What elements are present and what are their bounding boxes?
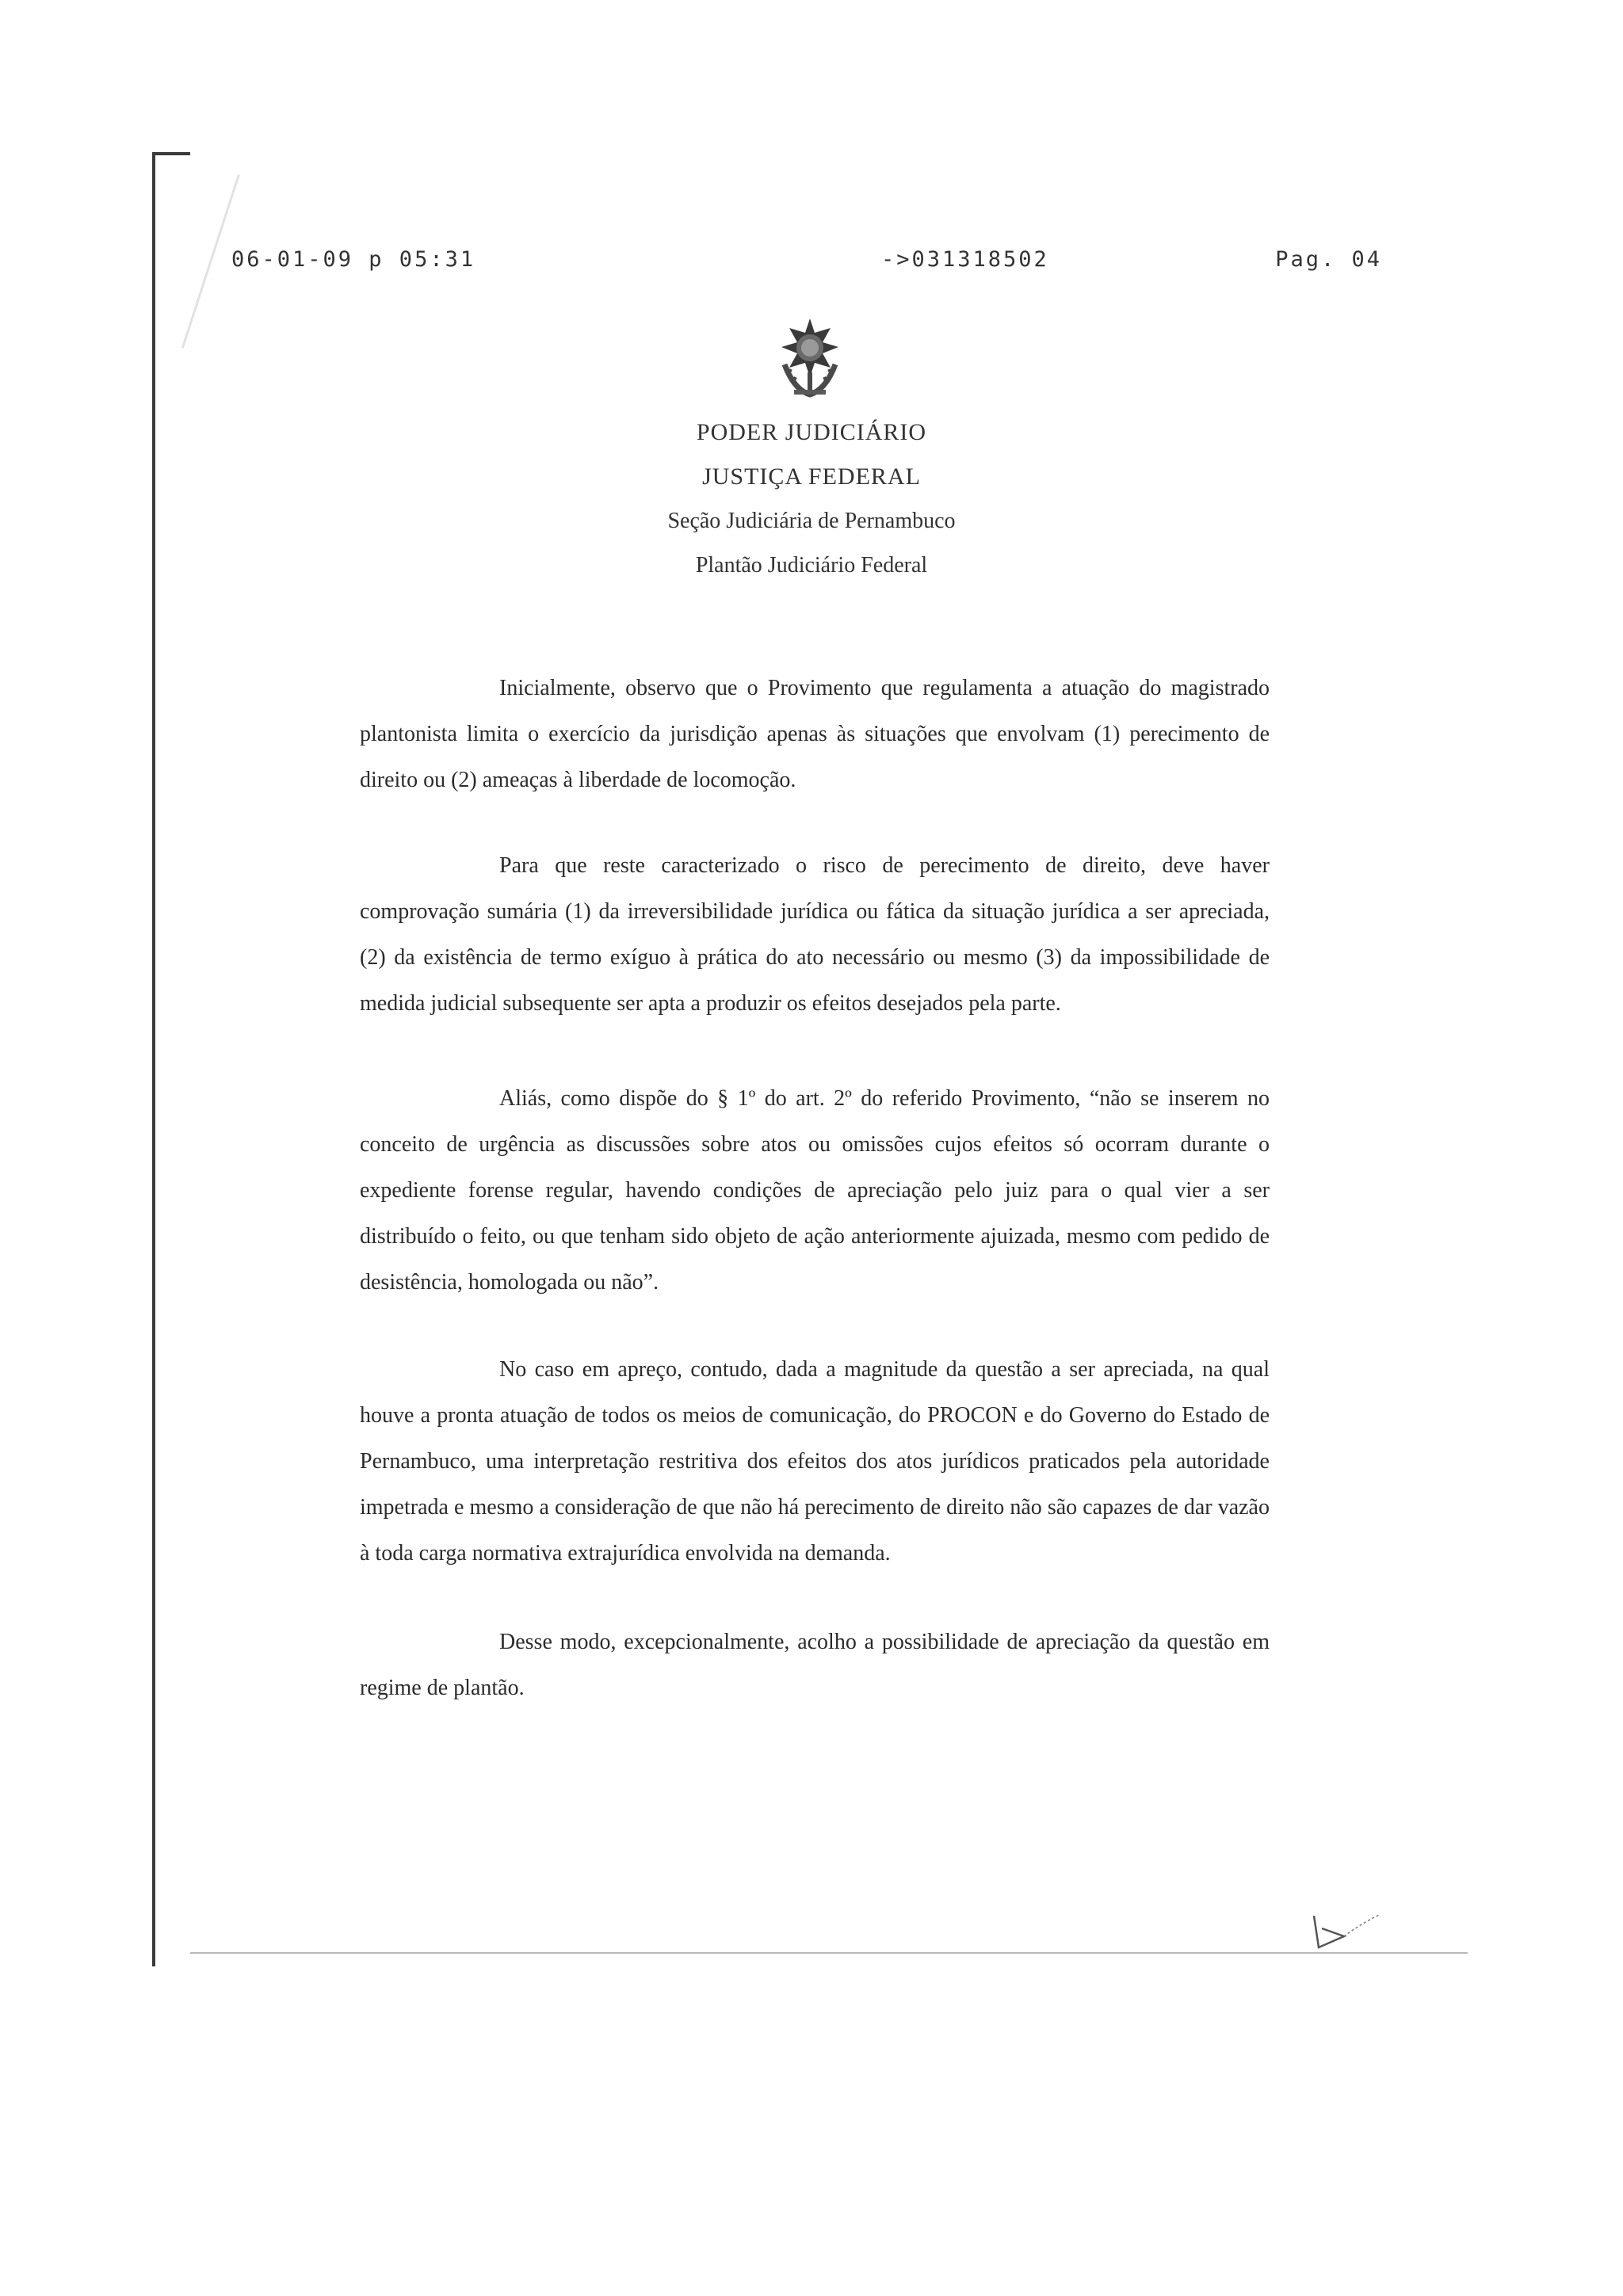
paragraph-initial-remarks: Inicialmente, observo que o Provimento que regulamenta a atuação do magistrado plantonista limita o exercício da jurisdição apenas às situações que envolvam (1) perecimento de direito ou (2) ameaças à liberdade de locomoção. — [360, 676, 1270, 792]
letterhead-duty: Plantão Judiciário Federal — [695, 553, 928, 578]
paragraph-case-analysis: No caso em apreço, contudo, dada a magnitude da questão a ser apreciada, na qual houve a pronta atuação de todos os meios de comunicação, do PROCON e do Governo do Estado de Pernambuco, uma interpretação restritiva dos efeitos dos atos jurídicos praticados pela autoridade impetrada e mesmo a consideração de que não há perecimento de direito não são capazes de dar vazão à toda carga normativa extrajurídica envolvida na demanda. — [360, 1357, 1270, 1566]
letterhead — [495, 410, 1128, 588]
fax-header — [231, 247, 1382, 279]
fax-number: ->031318502 — [881, 247, 1049, 272]
fax-page-number: Pag. 04 — [1275, 247, 1382, 272]
letterhead-section: Seção Judiciária de Pernambuco — [667, 509, 956, 533]
scan-frame-bottom-edge — [190, 1952, 1468, 1954]
coat-of-arms-icon — [770, 317, 850, 399]
scan-frame-left-edge — [152, 152, 155, 1966]
paragraph-provimento-quote: Aliás, como dispõe do § 1º do art. 2º do referido Provimento, “não se inserem no conceito de urgência as discussões sobre atos ou omissões cujos efeitos só ocorram durante o expediente forense regular, havendo condições de apreciação pelo juiz para o qual vier a ser distribuído o feito, ou que tenham sido objeto de ação anteriormente ajuizada, mesmo com pedido de desistência, homologada ou não”. — [360, 1086, 1270, 1295]
scan-frame-top-edge — [152, 152, 190, 155]
letterhead-court: JUSTIÇA FEDERAL — [702, 463, 921, 490]
paragraph-perecimento-criteria: Para que reste caracterizado o risco de perecimento de direito, deve haver comprovação sumária (1) da irreversibilidade jurídica ou fática da situação jurídica a ser apreciada, (2) da existência de termo exíguo à prática do ato necessário ou mesmo (3) da impossibilidade de medida judicial subsequente ser apta a produzir os efeitos desejados pela parte. — [360, 853, 1270, 1016]
fax-datetime: 06-01-09 p 05:31 — [231, 247, 476, 272]
paragraph-conclusion: Desse modo, excepcionalmente, acolho a possibilidade de apreciação da questão em regime de plantão. — [360, 1630, 1270, 1700]
decision-body — [360, 666, 1270, 1711]
signature-initial-icon — [1308, 1901, 1384, 1952]
letterhead-power: PODER JUDICIÁRIO — [696, 419, 927, 445]
